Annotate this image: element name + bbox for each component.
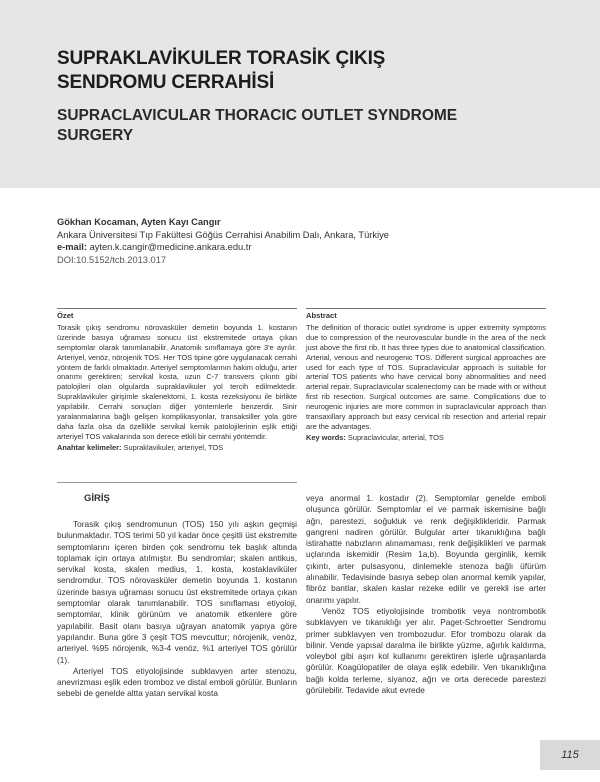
- email-line: [57, 241, 557, 254]
- abstract-en-text: The definition of thoracic outlet syndrome is upper extremity symptoms due to compression of the neurovascular bundle in the area of the neck just above the first rib. It has three types due to anatomical classification. Arterial, venous and neurogenic TOS. Different surgical approaches are used for each type of TOS. Supraclavicular approach is suitable for arterial TOS patients who have cervical bony abnormalities and need arterial repair. Supraclavicular scalenectomy can be made with or without first rib resection. Surgical outcomes are same. Complications due to neurogenic injuries are more common in supraclavicular approach than transaxillary approach but easy cervical rib resection and arterial repair are the advantages.: [306, 322, 546, 431]
- abstract-en-keywords: [306, 433, 546, 443]
- keywords-en-label: Key words:: [306, 432, 346, 442]
- affiliation: Ankara Üniversitesi Tıp Fakültesi Göğüs Cerrahisi Anabilim Dalı, Ankara, Türkiye: [57, 229, 389, 240]
- doi: DOI:10.5152/tcb.2013.017: [57, 254, 167, 265]
- title-en-line2: SURGERY: [57, 127, 134, 144]
- author-block: [57, 216, 557, 266]
- abstract-tr-keywords: [57, 443, 297, 453]
- keywords-tr: Supraklavikuler, arteriyel, TOS: [123, 442, 224, 452]
- divider-left: [57, 308, 297, 309]
- section-heading-intro: GİRİŞ: [84, 493, 110, 504]
- abstract-en-heading: Abstract: [306, 311, 337, 320]
- body-right-paragraph-1: veya anormal 1. kostadır (2). Semptomlar genelde emboli oluşunca görülür. Semptomlar el ve parmak iskemisine bağlı ağrı, parestezi, soğukluk ve renk değişiklikleridir. Parmak gangreni nadiren görülür. Bulgular arter tıkanıklığına bağlı istirahatte nabızların alınamaması, renk değişiklikleri ve parmak uçlarında iskemidir (Resim 1a,b). Boyunda gerginlik, kemik çıkıntı, arter pulsasyonu, dinlemekle stenoza bağlı üfürüm alınabilir. Tedavisinde basıya sebep olan anormal kemik yapılar, fibröz bantlar, skalen kaslar rezeke edilir ve gerekli ise arter onarımı yapılır.: [306, 493, 546, 605]
- page-number: 115: [540, 740, 600, 770]
- keywords-tr-label: Anahtar kelimeler:: [57, 442, 122, 452]
- body-right-paragraph-2: Venöz TOS etiyolojisinde trombotik veya nontrombotik subklavyen ve tıkanıklığı yer alır. Paget-Schroetter Sendromu primer subklavyen ven trombozudur. Efor trombozu olarak da bilinir. Vende yapısal daralma ile birlikte yüzme, ağırlık kaldırma, voleybol gibi aşırı kol kullanımı gerektiren işlerle uğraşanlarda görülür. Koagülopatiler de olaya eşlik edebilir. Ven tıkanıklığına bağlı kolda terleme, siyanoz, ağrı ve orta derecede parestezi görülebilir. Tedavide akut evrede: [306, 605, 546, 696]
- body-column-left: [57, 519, 297, 700]
- divider-right: [306, 308, 546, 309]
- abstract-tr-heading: Özet: [57, 311, 74, 320]
- body-column-right: [306, 493, 546, 696]
- email-label: e-mail:: [57, 242, 87, 252]
- authors: Gökhan Kocaman, Ayten Kayı Cangır: [57, 217, 221, 227]
- title-tr-line2: SENDROMU CERRAHİSİ: [57, 72, 275, 93]
- abstract-turkish: [57, 311, 297, 453]
- email-link[interactable]: ayten.k.cangir@medicine.ankara.edu.tr: [89, 242, 252, 252]
- title-english: [57, 106, 557, 146]
- title-en-line1: SUPRACLAVICULAR THORACIC OUTLET SYNDROME: [57, 107, 458, 124]
- divider-abstract-bottom: [57, 482, 297, 483]
- body-left-paragraph-1: Torasik çıkış sendromunun (TOS) 150 yılı aşkın geçmişi bulunmaktadır. TOS terimi 50 yıl kadar önce çeşitli üst ekstremite semptomlarını içeren birden çok sendromu tek başlık altında toplamak için ortaya atılmıştır. Bu sendromlar; skalen antikus, servikal kosta, skalen medius, 1. kosta, kostaklaviküler sendromdur. TOS nörovasküler demetin boyunda 1. kostanın üzerinde basıya uğraması sonucu üst ekstremitede ortaya çıkan semptomlar olarak tanımlanabilir. TOS sınıflaması etiyoloji, semptomlar, klinik görünüm ve anatomik etkenlere göre yapılabilir. Basit olanı basıya uğrayan anatomik yapıya göre yapılandır. Buna göre 3 çeşit TOS mevcuttur; nörojenik, venöz, arteriyel. %95 nörojenik, %3-4 venöz, %1 arteriyel TOS görülür (1).: [57, 519, 297, 665]
- body-left-paragraph-2: Arteriyel TOS etiyolojisinde subklavyen arter stenozu, anevrizması eşlik eden tromboz ve distal emboli görülür. Bunların sebebi de genelde altta yatan servikal kosta: [57, 665, 297, 699]
- keywords-en: Supraclavicular, arterial, TOS: [347, 432, 444, 442]
- title-tr-line1: SUPRAKLAVİKULER TORASİK ÇIKIŞ: [57, 48, 386, 69]
- title-turkish: [57, 47, 557, 95]
- abstract-tr-text: Torasik çıkış sendromu nörovasküler demetin boyunda 1. kostanın üzerinde basıya uğraması sonucu üst ekstremitede ortaya çıkan semptomlar olarak tanımlanabilir. Anatomik sınıflamaya göre 3'e ayrılır. Arteriyel, venöz, nörojenik TOS. Her TOS tipine göre uygulanacak cerrahi yöntem de farklı olmaktadır. Arteriyel semptomlarının hakim olduğu, arter onarımı gerektiren; servikal kosta, uzun C-7 transvers çıkıntı gibi patolojileri olan olgularda supraklavikuler yol tercih edilmektedir. Supraklavikuler girişimle skalenektomi, 1. kosta rezeksiyonu ile birlikte yapılabilir. Cerrahi sonuçları diğer yöntemlerle benzerdir. Sinir yaralanmalarına bağlı gelişen komplikasyonlar, transaksiller yola göre daha fazla olsa da özellikle servikal kemik patolojilerinin eşlik ettiği arteriyel TOS vakalarında son derece etkili bir cerrahi yöntemdir.: [57, 322, 297, 441]
- abstract-english: [306, 311, 546, 443]
